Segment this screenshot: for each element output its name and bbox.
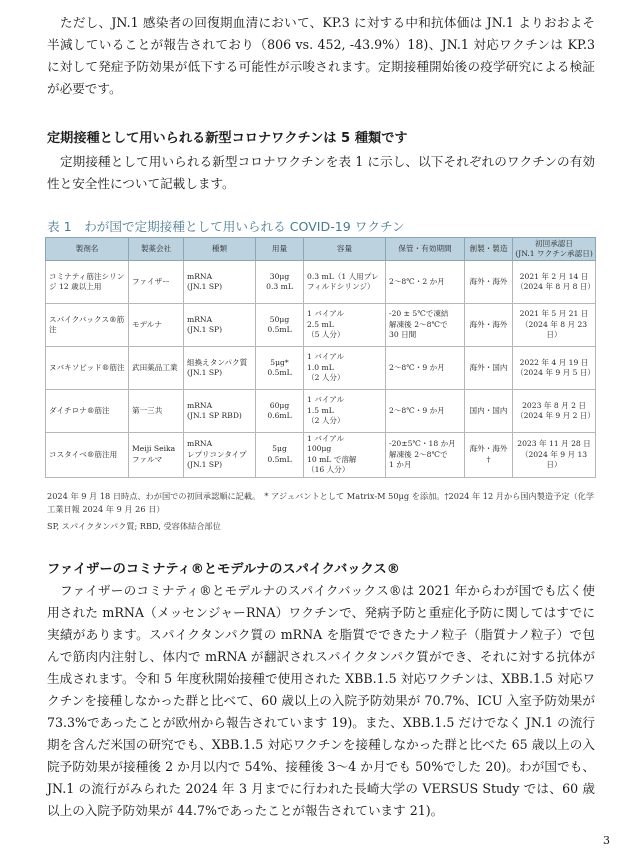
table-cell: ダイチロナ®筋注	[46, 390, 129, 433]
table-cell: コスタイベ®筋注用	[46, 433, 129, 478]
table-cell: モデルナ	[129, 304, 184, 347]
column-header: 製薬会社	[129, 238, 184, 261]
table-cell: 5μg* 0.5mL	[256, 347, 304, 390]
page-number: 3	[603, 834, 610, 847]
table-cell: ヌバキソビッド®筋注	[46, 347, 129, 390]
table-cell: 海外・海外	[465, 304, 513, 347]
table-cell: ファイザー	[129, 261, 184, 304]
table-cell: -20 ± 5℃で凍結 解凍後 2〜8℃で 30 日間	[386, 304, 465, 347]
table-row	[46, 433, 596, 478]
column-header: 容量	[304, 238, 386, 261]
column-header: 保管・有効期間	[386, 238, 465, 261]
table-cell: mRNA レプリコンタイプ (JN.1 SP)	[184, 433, 256, 478]
table-footnote: 2024 年 9 月 18 日時点、わが国での初回承認順に記載。 * アジュバントとして Matrix-M 50μg を添加。†2024 年 12 月から国内製造予定（化学工業日報 2024 年 9 月 26 日）	[47, 491, 595, 514]
table-cell: Meiji Seika ファルマ	[129, 433, 184, 478]
table-header-row	[46, 238, 596, 261]
table-cell: 5μg 0.5mL	[256, 433, 304, 478]
column-header: 製剤名	[46, 238, 129, 261]
table-cell: スパイクバックス®筋注	[46, 304, 129, 347]
table-cell: 2〜8℃・2 か月	[386, 261, 465, 304]
table-cell: 国内・国内	[465, 390, 513, 433]
table-body	[46, 261, 596, 478]
table-cell: 武田薬品工業	[129, 347, 184, 390]
table-cell: 2023 年 8 月 2 日 （2024 年 9 月 2 日）	[513, 390, 596, 433]
table-caption: 表 1 わが国で定期接種として用いられる COVID-19 ワクチン	[47, 219, 405, 234]
table-cell: mRNA (JN.1 SP)	[184, 261, 256, 304]
table-cell: コミナティ筋注シリンジ 12 歳以上用	[46, 261, 129, 304]
column-header: 用量	[256, 238, 304, 261]
section1-heading: 定期接種として用いられる新型コロナワクチンは 5 種類です	[47, 131, 408, 146]
table-cell: 60μg 0.6mL	[256, 390, 304, 433]
table-cell: 30μg 0.3 mL	[256, 261, 304, 304]
table-cell: 2021 年 2 月 14 日 （2024 年 8 月 8 日）	[513, 261, 596, 304]
table-cell: 1 バイアル 1.5 mL （2 人分）	[304, 390, 386, 433]
table-cell: mRNA (JN.1 SP RBD)	[184, 390, 256, 433]
table-cell: 2〜8℃・9 か月	[386, 347, 465, 390]
column-header: 初回承認日 (JN.1 ワクチン承認日)	[513, 238, 596, 261]
table-cell: 海外・海外	[465, 261, 513, 304]
section2-paragraph: ファイザーのコミナティ®とモデルナのスパイクバックス®は 2021 年からわが国でも広く使用された mRNA（メッセンジャーRNA）ワクチンで、発病予防と重症化予防に関してはすでに実績があります。スパイクタンパク質の mRNA を脂質でできたナノ粒子（脂質ナノ粒子）で包んで筋肉内注射し、体内で mRNA が翻訳されスパイクタンパク質ができ、それに対する抗体が生成されます。令和 5 年度秋開始接種で使用された XBB.1.5 対応ワクチンは、XBB.1.5 対応ワクチンを接種しなかった群と比べて、60 歳以上の入院予防効果が 70.7%、ICU 入室予防効果が 73.3%であったことが欧州から報告されています 19)。また、XBB.1.5 だけでなく JN.1 の流行期を含んだ米国の研究でも、XBB.1.5 対応ワクチンを接種しなかった群と比べた 65 歳以上の入院予防効果が接種後 2 か月以内で 54%、接種後 3〜4 か月でも 50%でした 20)。わが国でも、JN.1 の流行がみられた 2024 年 3 月までに行われた長崎大学の VERSUS Study では、60 歳以上の入院予防効果が 44.7%であったことが報告されています 21)。	[47, 583, 595, 818]
table-row	[46, 390, 596, 433]
column-header: 種類	[184, 238, 256, 261]
table-row	[46, 347, 596, 390]
table-row	[46, 261, 596, 304]
table-abbreviations: SP, スパイクタンパク質; RBD, 受容体結合部位	[47, 521, 221, 531]
section1-paragraph: 定期接種として用いられる新型コロナワクチンを表 1 に示し、以下それぞれのワクチンの有効性と安全性について記載します。	[47, 154, 595, 191]
section2-heading: ファイザーのコミナティ®とモデルナのスパイクバックス®	[47, 562, 400, 577]
table-cell: 2022 年 4 月 19 日 （2024 年 9 月 5 日）	[513, 347, 596, 390]
column-header: 創製・製造	[465, 238, 513, 261]
table-cell: 50μg 0.5mL	[256, 304, 304, 347]
table-row	[46, 304, 596, 347]
table-cell: 0.3 mL（1 人用プレフィルドシリンジ）	[304, 261, 386, 304]
intro-paragraph: ただし、JN.1 感染者の回復期血清において、KP.3 に対する中和抗体価は JN.1 よりおおよそ半減していることが報告されており（806 vs. 452, -43.9%）18)、JN.1 対応ワクチンは KP.3 に対して発症予防効果が低下する可能性が示唆されます。定期接種開始後の疫学研究による検証が必要です。	[47, 15, 595, 96]
table-cell: 海外・国内	[465, 347, 513, 390]
table-cell: 1 バイアル 100μg 10 mL で溶解 （16 人分）	[304, 433, 386, 478]
table-cell: 第一三共	[129, 390, 184, 433]
table-cell: -20±5℃・18 か月 解凍後 2〜8℃で 1 か月	[386, 433, 465, 478]
table-cell: mRNA (JN.1 SP)	[184, 304, 256, 347]
table-cell: 2021 年 5 月 21 日 （2024 年 8 月 23 日）	[513, 304, 596, 347]
table-cell: 1 バイアル 2.5 mL （5 人分）	[304, 304, 386, 347]
table-cell: 2023 年 11 月 28 日 （2024 年 9 月 13 日）	[513, 433, 596, 478]
vaccine-table	[45, 237, 596, 478]
table-cell: 組換えタンパク質 (JN.1 SP)	[184, 347, 256, 390]
table-cell: 2〜8℃・9 か月	[386, 390, 465, 433]
table-cell: 1 バイアル 1.0 mL （2 人分）	[304, 347, 386, 390]
table-cell: 海外・海外†	[465, 433, 513, 478]
